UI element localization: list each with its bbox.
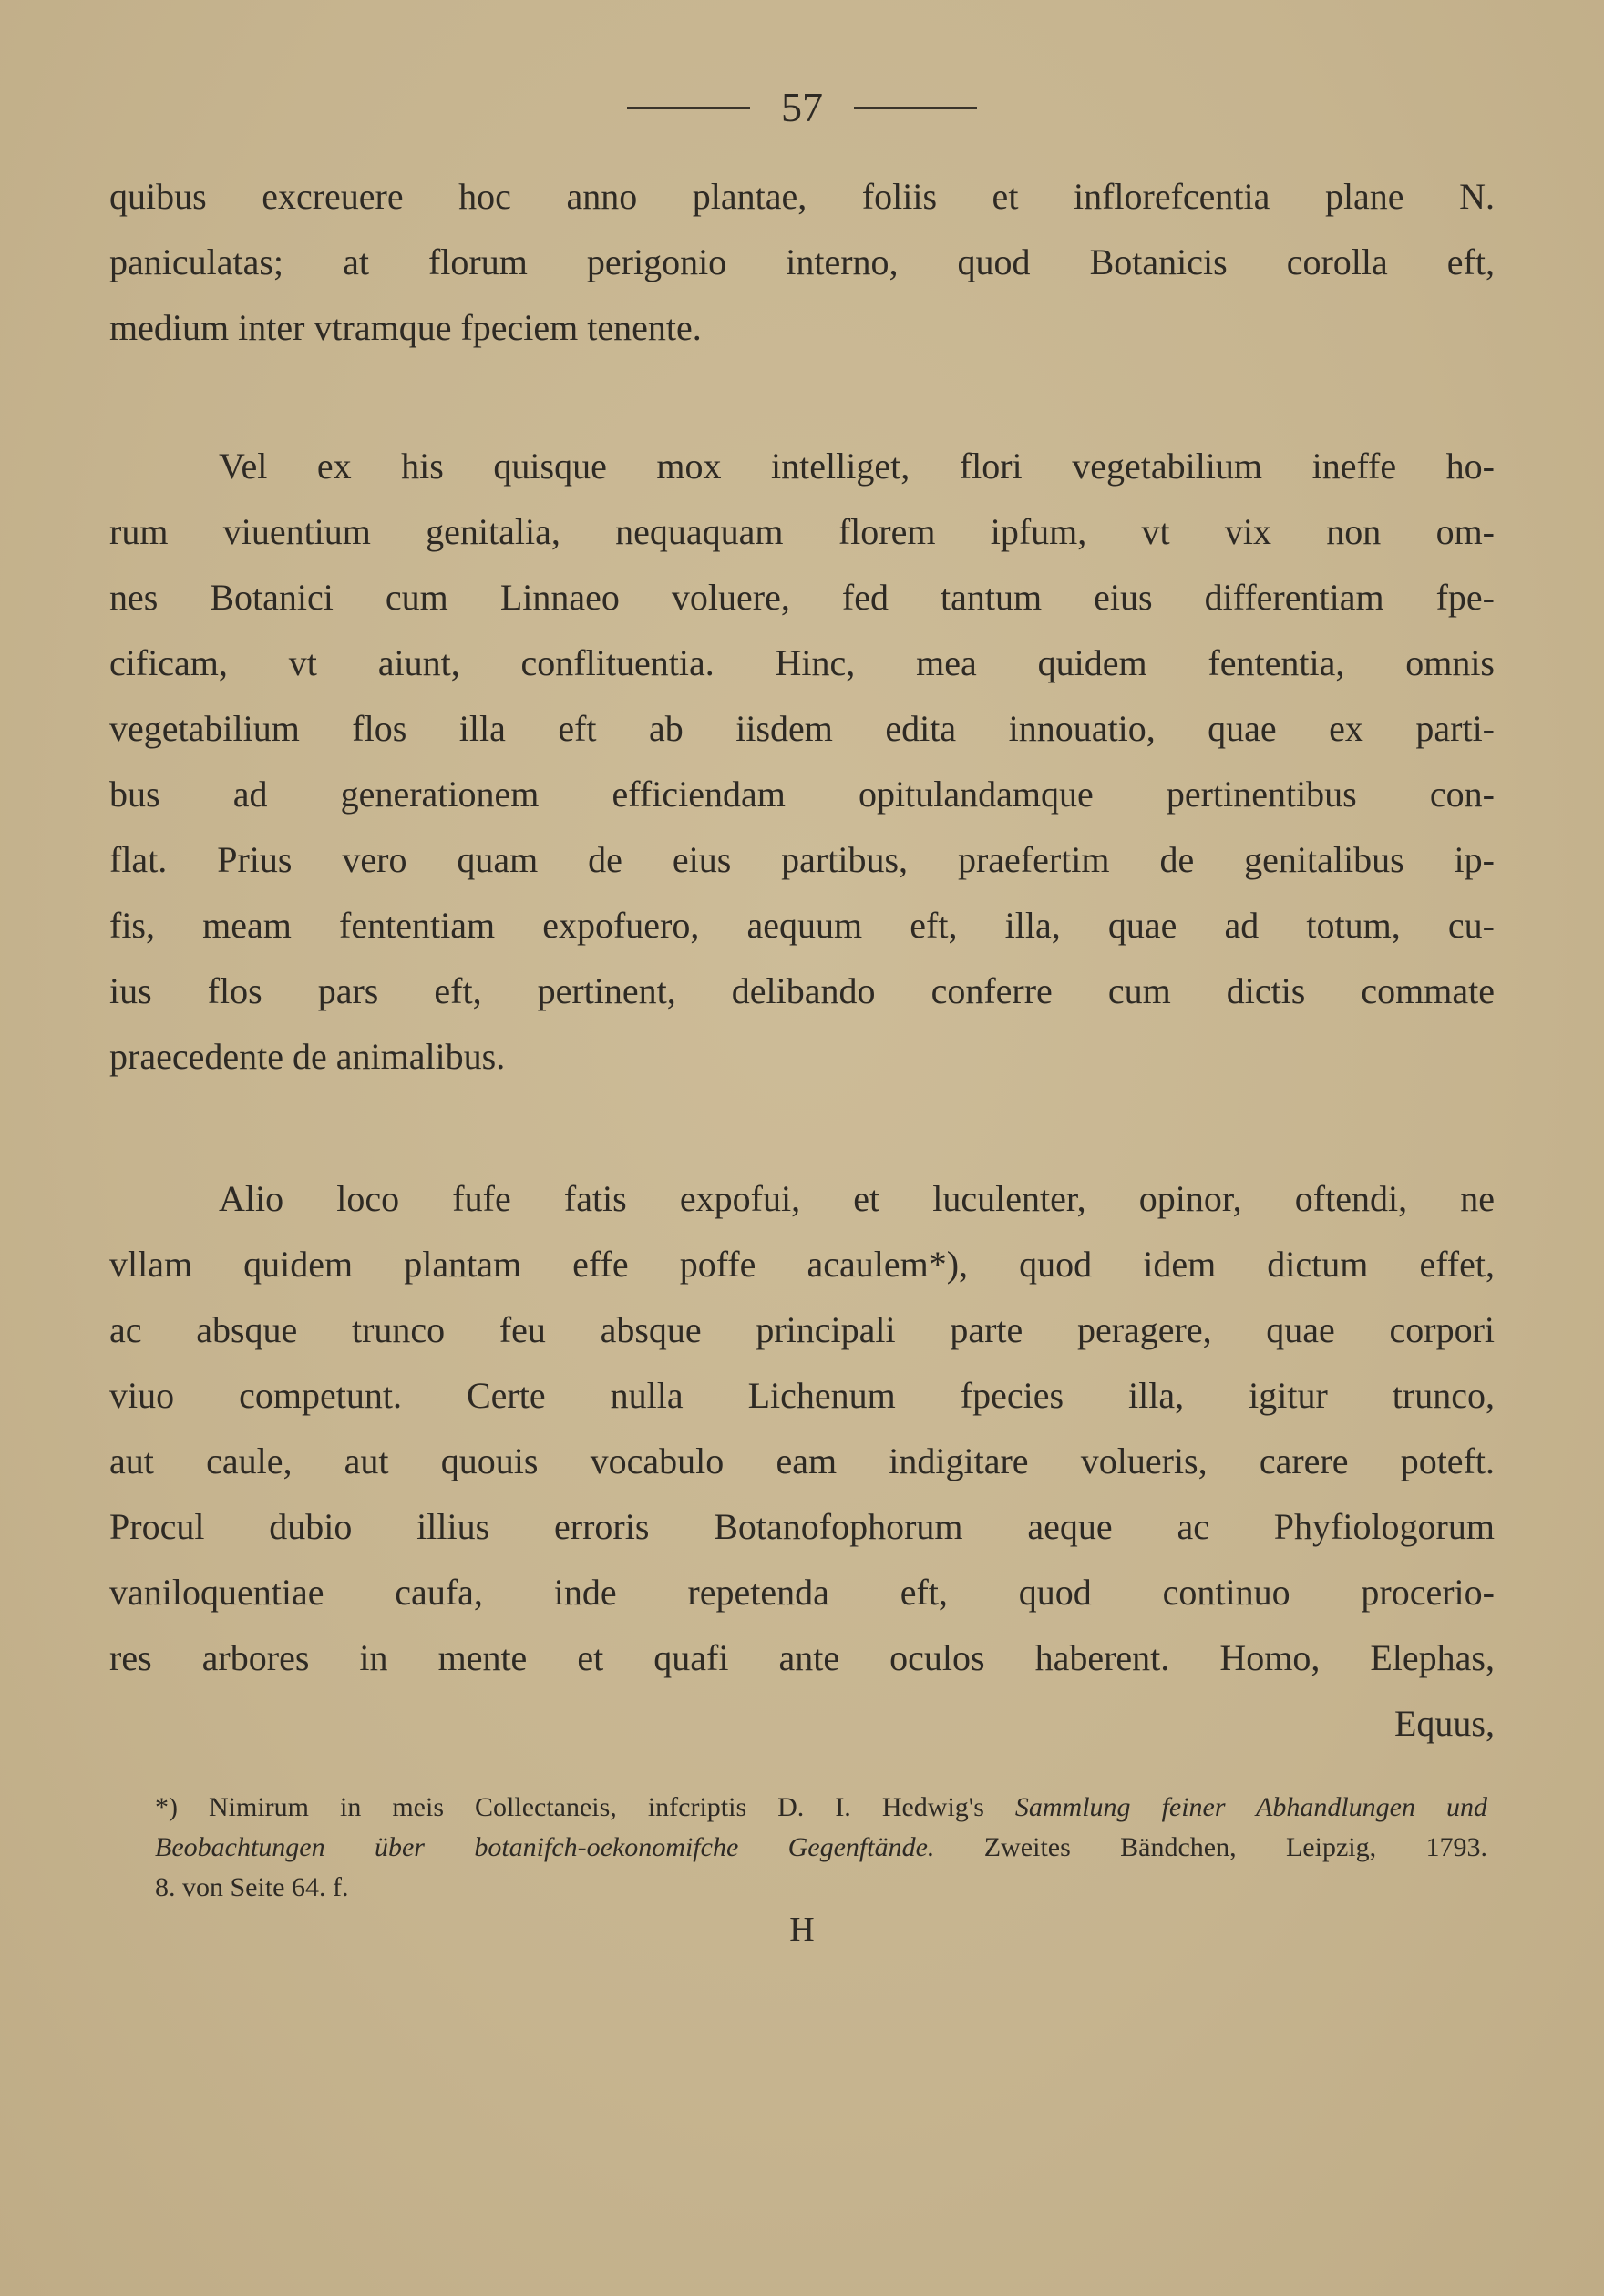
signature-mark: H (789, 1911, 815, 1949)
catchword: Equus, (1394, 1703, 1495, 1744)
text-line: cificam, vt aiunt, conflituentia. Hinc, mea quidem fententia, omnis (109, 642, 1495, 683)
text-line: Alio loco fufe fatis expofui, et luculenter, opinor, oftendi, ne (219, 1178, 1495, 1219)
paragraph-2 (109, 434, 1495, 1090)
text-line: medium inter vtramque fpeciem tenente. (109, 307, 702, 348)
text-line: rum viuentium genitalia, nequaquam florem ipfum, vt vix non om- (109, 511, 1495, 552)
footnote-text: Zweites Bändchen, Leipzig, 1793. (934, 1832, 1487, 1862)
text-line: Procul dubio illius erroris Botanofophorum aeque ac Phyfiologorum (109, 1506, 1495, 1547)
page-header (602, 84, 1002, 131)
text-line: vaniloquentiae caufa, inde repetenda eft, quod continuo procerio- (109, 1572, 1495, 1613)
footnote (155, 1788, 1487, 1908)
paragraph-3 (109, 1166, 1495, 1757)
footnote-line: 8. von Seite 64. f. (155, 1872, 349, 1902)
text-line: vegetabilium flos illa eft ab iisdem edita innouatio, quae ex parti- (109, 708, 1495, 749)
footnote-title: Sammlung feiner Abhandlungen und (1014, 1792, 1487, 1822)
footnote-line (155, 1788, 1487, 1828)
text-line: Vel ex his quisque mox intelliget, flori vegetabilium ineffe ho- (219, 446, 1495, 487)
footnote-text: *) Nimirum in meis Collectaneis, infcriptis D. I. Hedwig's (155, 1792, 1015, 1822)
text-line: aut caule, aut quouis vocabulo eam indigitare volueris, carere poteft. (109, 1440, 1495, 1481)
text-line: praecedente de animalibus. (109, 1036, 506, 1077)
header-rule-left (627, 107, 750, 109)
text-line: fis, meam fententiam expofuero, aequum eft, illa, quae ad totum, cu- (109, 905, 1495, 946)
page-number: 57 (781, 84, 823, 130)
text-line: vllam quidem plantam effe poffe acaulem*), quod idem dictum effet, (109, 1244, 1495, 1285)
text-line: flat. Prius vero quam de eius partibus, praefertim de genitalibus ip- (109, 839, 1495, 880)
text-line: res arbores in mente et quafi ante oculos haberent. Homo, Elephas, (109, 1637, 1495, 1678)
text-line: bus ad generationem efficiendam opitulandamque pertinentibus con- (109, 774, 1495, 815)
text-line: ac absque trunco feu absque principali parte peragere, quae corpori (109, 1309, 1495, 1350)
footnote-line (155, 1828, 1487, 1868)
paragraph-1 (109, 164, 1495, 361)
footnote-title: Beobachtungen über botanifch-oekonomifche Gegenftände. (155, 1832, 935, 1862)
text-line: ius flos pars eft, pertinent, delibando conferre cum dictis commate (109, 970, 1495, 1011)
header-rule-right (854, 107, 977, 109)
text-line: nes Botanici cum Linnaeo voluere, fed tantum eius differentiam fpe- (109, 577, 1495, 618)
text-line: paniculatas; at florum perigonio interno, quod Botanicis corolla eft, (109, 241, 1495, 282)
text-line: quibus excreuere hoc anno plantae, foliis et inflorefcentia plane N. (109, 176, 1495, 217)
text-line: viuo competunt. Certe nulla Lichenum fpecies illa, igitur trunco, (109, 1375, 1495, 1416)
